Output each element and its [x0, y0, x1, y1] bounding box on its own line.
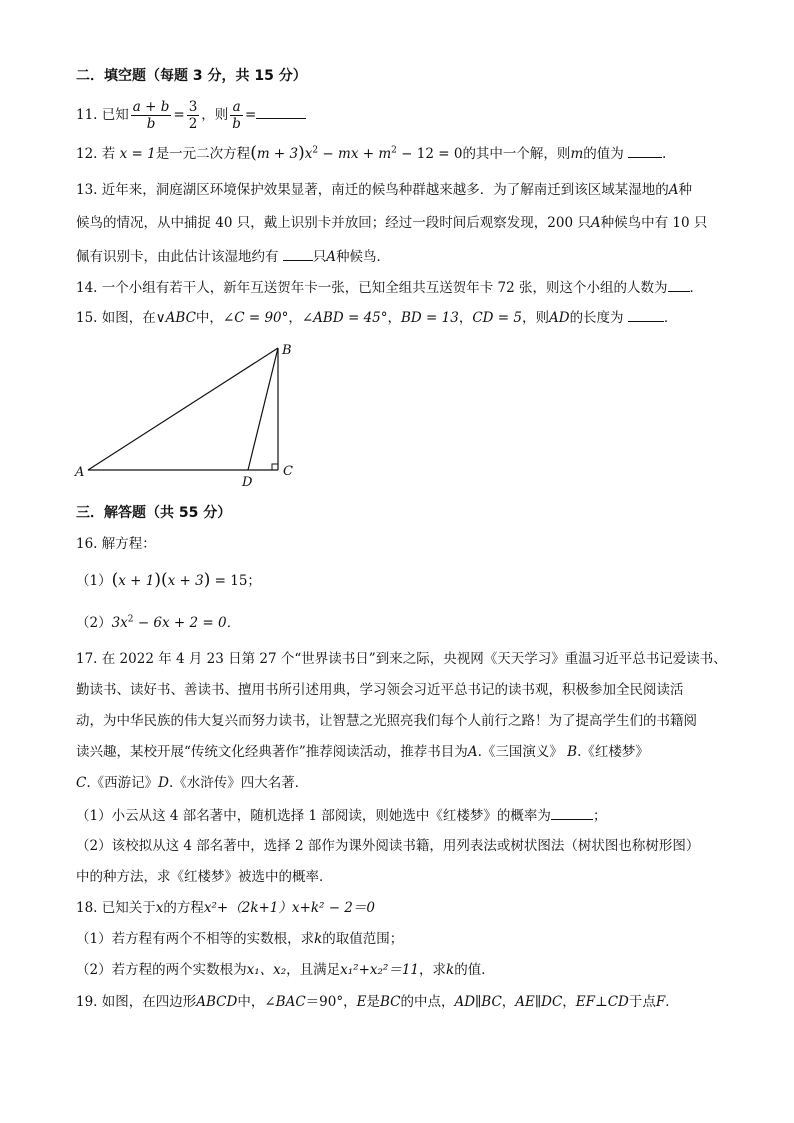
- answer-blank-17[interactable]: [551, 805, 593, 820]
- question-18-stem: 18. 已知关于x的方程x²+（2k+1）x+k² − 2＝0: [76, 900, 375, 916]
- answer-blank-12[interactable]: [628, 143, 662, 158]
- answer-blank-13[interactable]: [283, 246, 313, 261]
- question-15: 15. 如图，在∨ABC中，∠C = 90°，∠ABD = 45°，BD = 13，CD = 5，则AD的长度为 ．: [76, 307, 677, 328]
- question-17-line-4: 读兴趣，某校开展“传统文化经典著作”推荐阅读活动，推荐书目为A.《三国演义》 B.《红楼梦》: [76, 744, 649, 760]
- segment-AB: [88, 348, 278, 470]
- question-16-part-2: $(2)3x^2 - 6x + 2 = 0$．: [76, 614, 241, 631]
- answer-blank-15[interactable]: [628, 307, 664, 322]
- question-17-part-2-line-1: （2）该校拟从这 4 部名著中，选择 2 部作为课外阅读书籍，用列表法或树状图法（树状图也称树形图）: [76, 838, 700, 854]
- q11-fraction-ask: $\frac{a}{b}$: [232, 99, 241, 132]
- question-13-line-2: 候鸟的情况，从中捕捉 40 只，戴上识别卡并放回；经过一段时间后观察发现，200 只A种候鸟中有 10 只: [76, 215, 708, 231]
- triangle-figure: [70, 338, 310, 490]
- question-12: 12. 若 x = 1是一元二次方程$(m + 3)x^2$ − mx + $m^2 - 12 = 0$的其中一个解，则m的值为 .: [76, 143, 667, 163]
- label-D: D: [242, 475, 253, 490]
- question-17-part-1: （1）小云从这 4 部名著中，随机选择 1 部阅读，则她选中《红楼梦》的概率为 ；: [76, 805, 606, 826]
- question-11: 11. 已知 $\frac{a + b}{b}$ = $\frac{3}{2}$ ，则 $\frac{a}{b}$ =: [76, 95, 306, 135]
- q11-fraction-value: $\frac{3}{2}$: [188, 99, 198, 132]
- label-A: A: [75, 465, 85, 480]
- question-13-line-3: 佩有识别卡，由此估计该湿地约有 只A种候鸟．: [76, 246, 390, 267]
- section-2-title: 二．填空题（每题 3 分，共 15 分）: [76, 68, 307, 84]
- segment-DB: [248, 348, 278, 470]
- question-14: 14. 一个小组有若干人，新年互送贺年卡一张，已知全组共互送贺年卡 72 张，则这个小组的人数为 ．: [76, 277, 703, 298]
- question-17-line-5: C.《西游记》D.《水浒传》四大名著．: [76, 775, 309, 791]
- answer-blank-14[interactable]: [668, 277, 690, 292]
- question-17-line-2: 勤读书、读好书、善读书、擅用书所引述用典，学习领会习近平总书记的读书观，积极参加全民阅读活: [76, 682, 684, 698]
- question-17-part-2-line-2: 中的种方法，求《红楼梦》被选中的概率．: [76, 869, 333, 885]
- q11-fraction-left: $\frac{a + b}{b}$: [132, 99, 170, 132]
- label-C: C: [283, 464, 293, 479]
- question-19: 19. 如图，在四边形ABCD中，∠BAC＝90°，E是BC的中点，AD∥BC，AE∥DC，EF⊥CD于点F．: [76, 994, 679, 1010]
- label-B: B: [282, 343, 292, 358]
- section-3-title: 三．解答题（共 55 分）: [76, 505, 232, 521]
- answer-blank-11[interactable]: [256, 104, 306, 119]
- question-16-part-1: （1）(x + 1)(x + 3) = 15；: [76, 570, 261, 590]
- question-16-stem: 16. 解方程：: [76, 536, 156, 552]
- question-17-line-3: 动，为中华民族的伟大复兴而努力读书，让智慧之光照亮我们每个人前行之路！为了提高学生们的书籍阅: [76, 713, 697, 729]
- question-13-line-1: 13. 近年来，洞庭湖区环境保护效果显著，南迁的候鸟种群越来越多．为了解南迁到该区域某湿地的A种: [76, 182, 693, 198]
- right-angle-mark: [272, 464, 278, 470]
- question-18-part-1: （1）若方程有两个不相等的实数根，求k的取值范围；: [76, 931, 404, 947]
- question-17-line-1: 17. 在 2022 年 4 月 23 日第 27 个“世界读书日”到来之际，央视网《天天学习》重温习近平总书记爱读书、: [76, 651, 727, 667]
- question-18-part-2: （2）若方程的两个实数根为x₁、x₂，且满足x₁²+x₂²＝11，求k的值．: [76, 962, 495, 978]
